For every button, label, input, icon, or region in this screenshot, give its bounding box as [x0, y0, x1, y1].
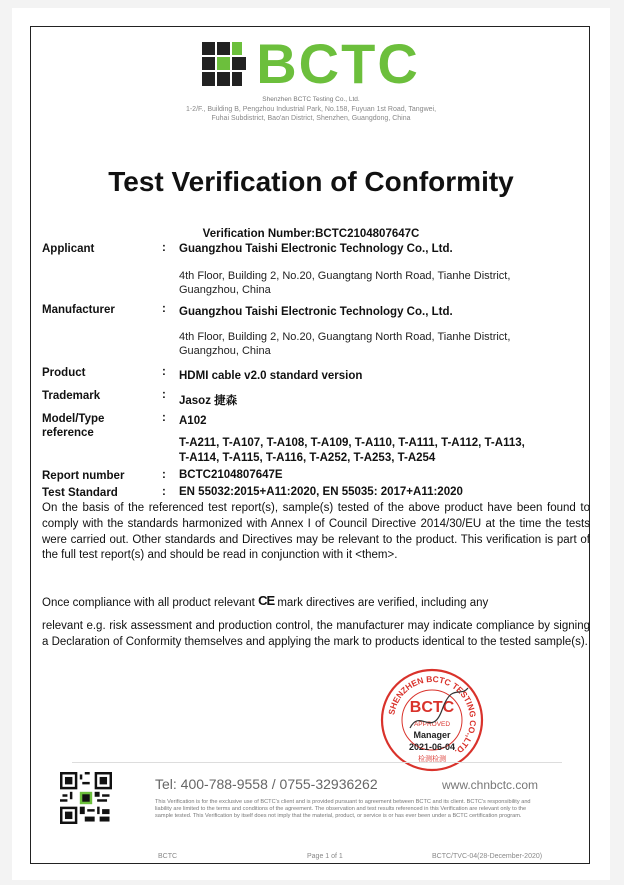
bctc-logo-icon: [202, 42, 246, 86]
conformity-paragraph: On the basis of the referenced test report(s), sample(s) tested of the above product have been found to comply with the standards harmonized with Annex I of Council Directive 2014/30/EU at the time the tests were carried out. Other standards and Directives may be relevant to the product. This verification is part of the full test report(s) and should be read in conjunction with it <them>.: [42, 502, 590, 562]
model-list: [179, 436, 589, 466]
model-list-line-1: T-A211, T-A107, T-A108, T-A109, T-A110, T-A111, T-A112, T-A113,: [179, 437, 525, 449]
standard-label: Test Standard: [42, 487, 118, 499]
ce-paragraph-line: [42, 593, 590, 612]
address-line-1: 1-2/F., Building B, Pengzhou Industrial Park, No.158, Fuyuan 1st Road, Tangwei,: [185, 106, 437, 113]
colon: :: [162, 303, 166, 315]
report-label: Report number: [42, 470, 125, 482]
manufacturer-label: Manufacturer: [42, 304, 115, 316]
brand-name: BCTC: [256, 32, 420, 95]
stamp-date-text: 2021-06-04: [408, 742, 456, 752]
stamp-cn-text: 检测检测: [418, 755, 446, 763]
colon: :: [162, 469, 166, 481]
manufacturer-address-line-1: 4th Floor, Building 2, No.20, Guangtang North Road, Tianhe District,: [179, 331, 511, 343]
applicant-address-line-2: Guangzhou, China: [179, 284, 271, 296]
footer-divider: [72, 762, 562, 763]
company-name: Shenzhen BCTC Testing Co., Ltd.: [262, 96, 360, 103]
model-list-line-2: T-A114, T-A115, T-A116, T-A252, T-A253, T-A254: [179, 452, 436, 464]
footer-website[interactable]: www.chnbctc.com: [442, 778, 539, 792]
standard-value: EN 55032:2015+A11:2020, EN 55035: 2017+A11:2020: [179, 486, 463, 498]
colon: :: [162, 486, 166, 498]
applicant-address-line-1: 4th Floor, Building 2, No.20, Guangtang North Road, Tianhe District,: [179, 270, 511, 282]
manufacturer-address-line-2: Guangzhou, China: [179, 345, 271, 357]
address-line-2: Fuhai Subdistrict, Bao'an District, Shenzhen, Guangdong, China: [211, 115, 411, 122]
manufacturer-name: Guangzhou Taishi Electronic Technology Co., Ltd.: [179, 306, 453, 318]
footer-page-number: Page 1 of 1: [307, 853, 343, 860]
footer-telephone: Tel: 400-788-9558 / 0755-32936262: [155, 776, 378, 792]
model-value: A102: [179, 415, 207, 427]
product-value: HDMI cable v2.0 standard version: [179, 370, 363, 382]
ce-paragraph-pre: Once compliance with all product relevant: [42, 597, 255, 609]
company-address: [12, 105, 610, 123]
colon: :: [162, 412, 166, 424]
bctc-logo: [12, 32, 610, 95]
certificate-page: [12, 8, 610, 880]
footer-left-label: BCTC: [158, 853, 178, 860]
stamp-role-text: Manager: [413, 730, 451, 740]
trademark-value: Jasoz 捷森: [179, 395, 238, 407]
approval-stamp: [380, 668, 484, 772]
applicant-address: [179, 269, 589, 297]
model-label: [42, 412, 152, 440]
declaration-paragraph: relevant e.g. risk assessment and production control, the manufacturer may indicate compliance by signing a Declaration of Conformity themselves and applying the mark to products identical to the tested sample(s).: [42, 620, 590, 648]
footer-disclaimer: This Verification is for the exclusive use of BCTC's client and is provided pursuant to agreement between BCTC and its client. BCTC's responsibility and liability are limited to the terms and conditions of the agreement. The observation and test results referenced in this Verification are relevant only to the sample tested. This Verification by itself does not imply that the material, product, or service is or has ever been under a BCTC certification program.: [155, 799, 531, 819]
trademark-label: Trademark: [42, 390, 101, 402]
report-value: BCTC2104807647E: [179, 469, 283, 481]
stamp-approved-text: APPROVED: [413, 721, 451, 728]
model-label-line-2: reference: [42, 427, 94, 439]
document-title: Test Verification of Conformity: [108, 166, 514, 197]
qr-code: [60, 772, 112, 824]
ce-paragraph-post: mark directives are verified, including any: [277, 597, 489, 609]
manufacturer-address: [179, 330, 589, 358]
footer-form-code: BCTC/TVC-04(28-December-2020): [432, 853, 543, 860]
verification-number: Verification Number:BCTC2104807647C: [202, 228, 420, 240]
applicant-label: Applicant: [42, 243, 95, 255]
model-label-line-1: Model/Type: [42, 413, 105, 425]
colon: :: [162, 389, 166, 401]
colon: :: [162, 242, 166, 254]
stamp-center-text: BCTC: [409, 699, 455, 716]
product-label: Product: [42, 367, 86, 379]
stamp-ring-text: SHENZHEN BCTC TESTING CO.,LTD.: [386, 673, 479, 758]
ce-mark-icon: CE: [258, 593, 275, 608]
applicant-name: Guangzhou Taishi Electronic Technology Co., Ltd.: [179, 243, 453, 255]
colon: :: [162, 366, 166, 378]
